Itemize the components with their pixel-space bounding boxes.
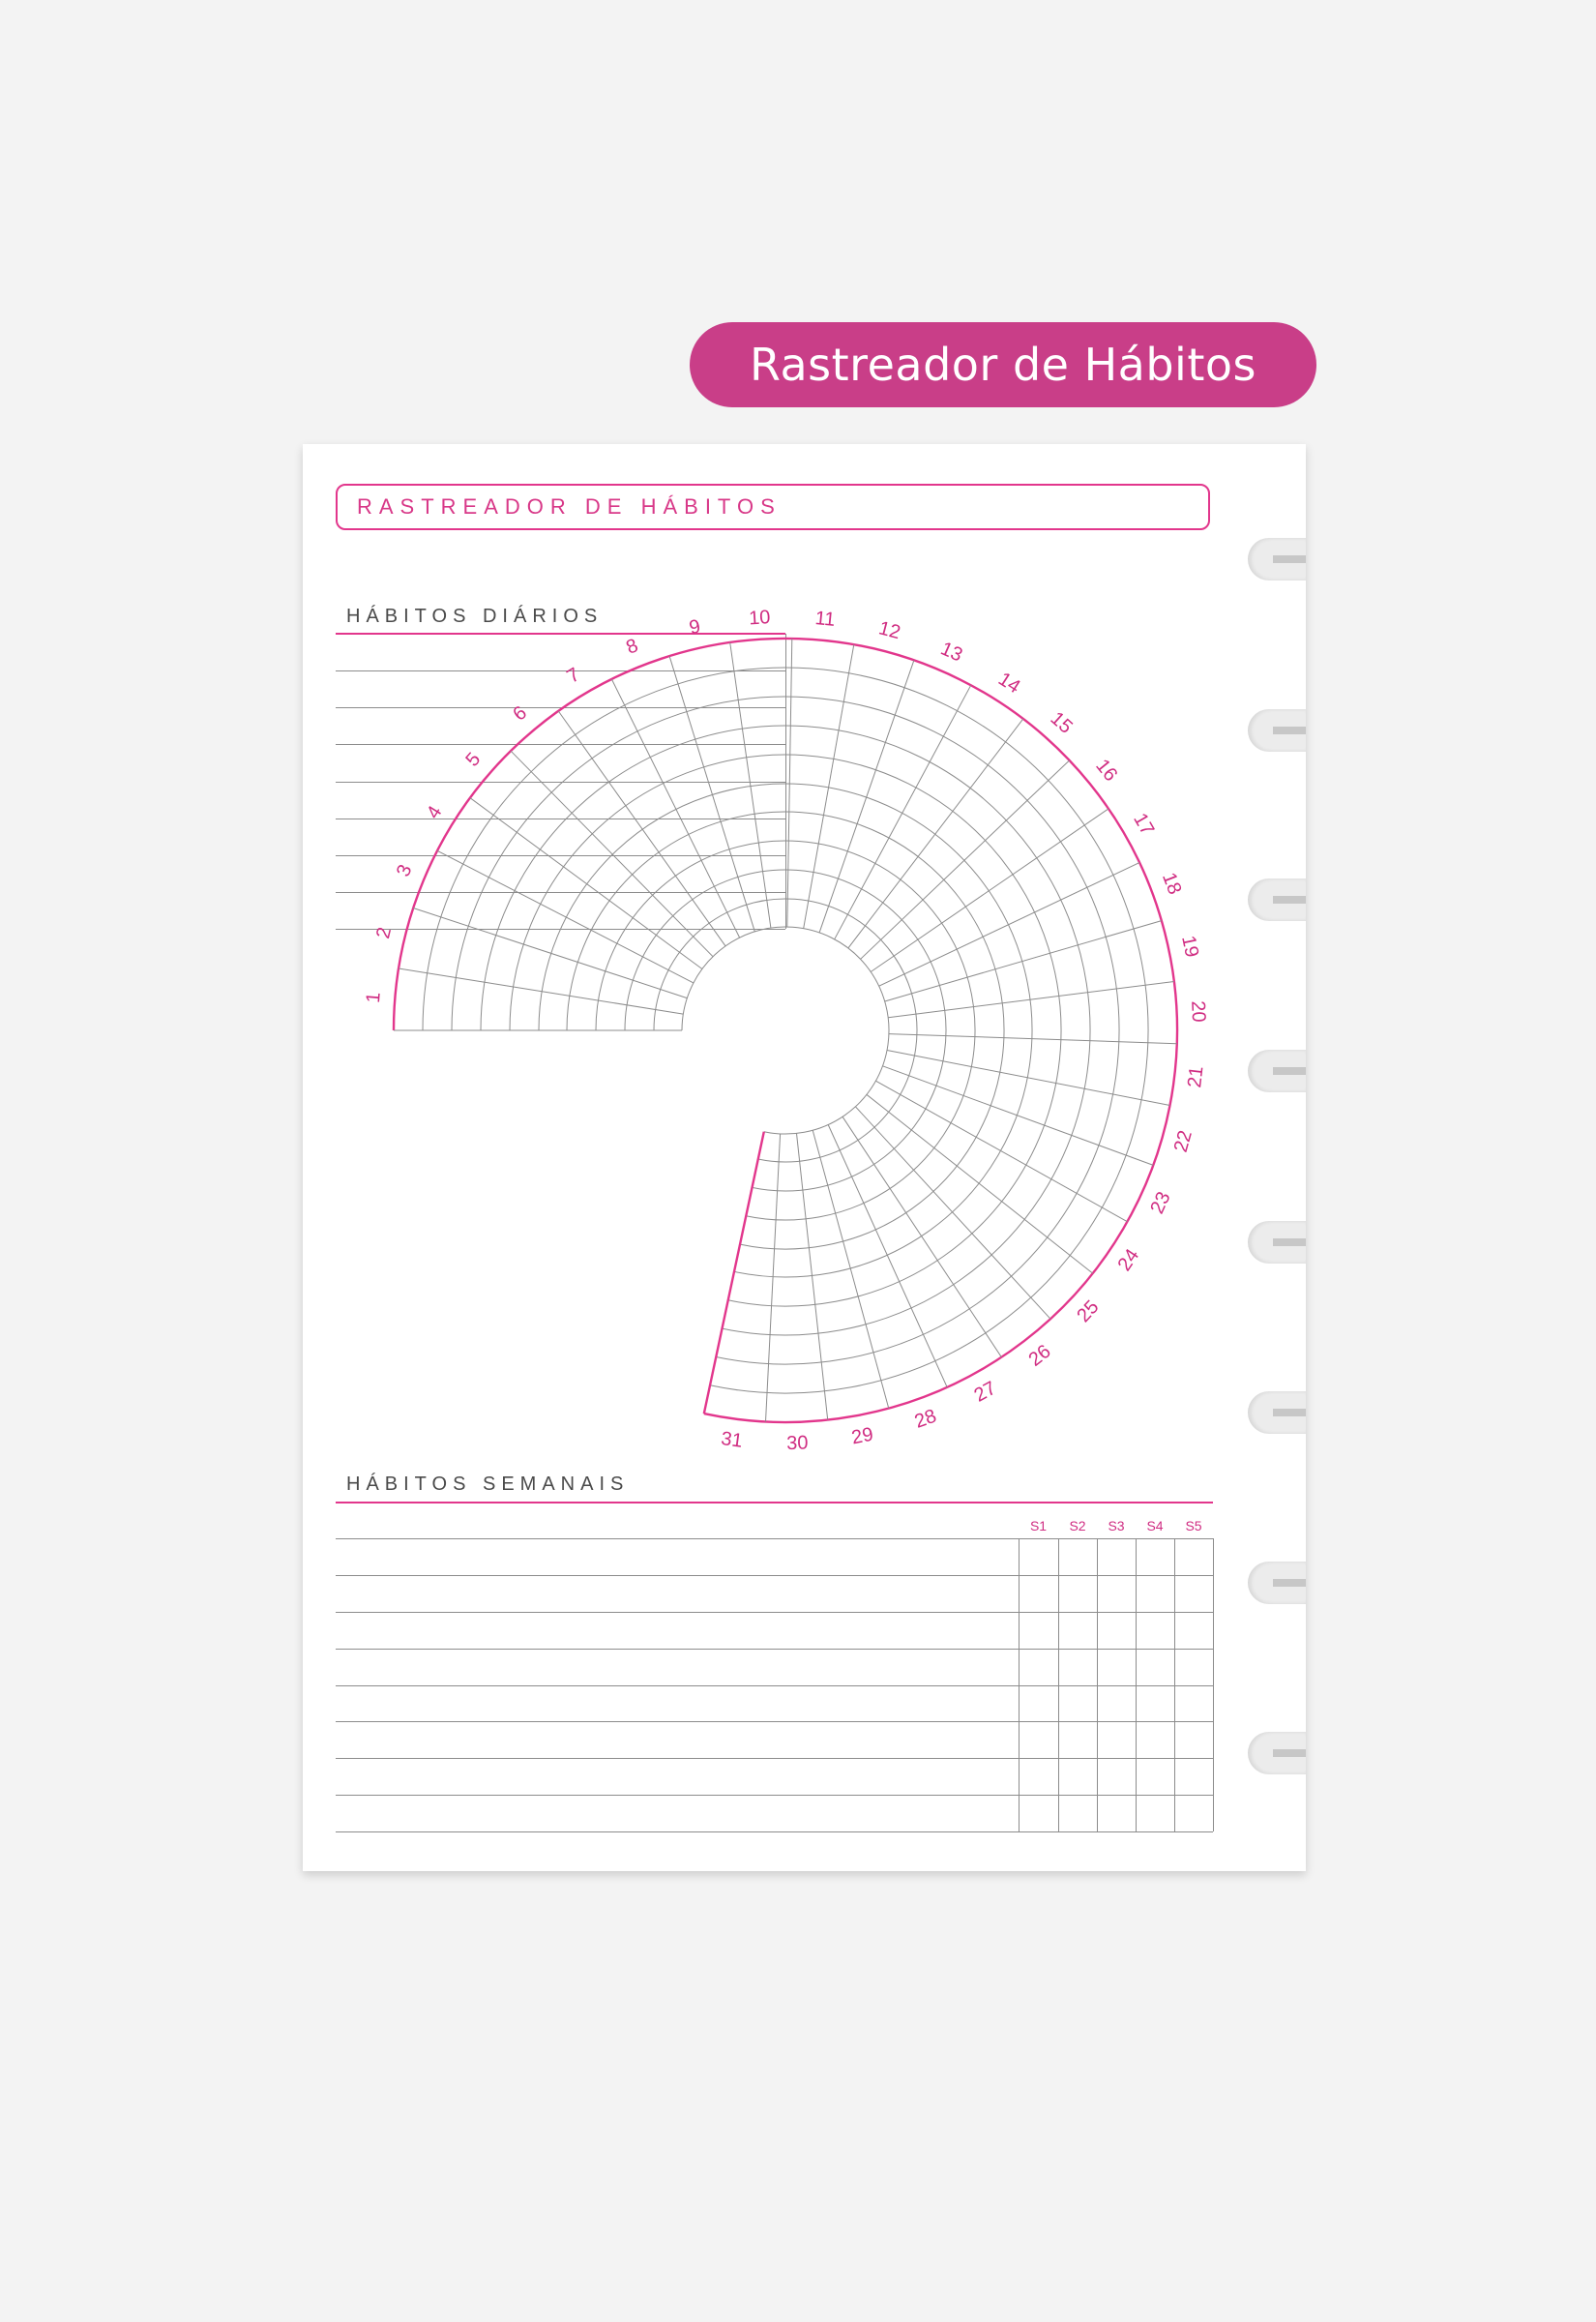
week-column-divider <box>1136 1538 1137 1831</box>
tracker-spoke <box>871 809 1108 972</box>
week-column-divider <box>1097 1538 1098 1831</box>
week-column-divider <box>1174 1538 1175 1831</box>
day-label: 14 <box>993 668 1024 699</box>
tracker-spoke <box>669 656 754 932</box>
day-label: 5 <box>461 748 486 771</box>
tracker-spoke <box>835 685 971 939</box>
weekly-habit-line[interactable] <box>336 1795 1213 1796</box>
weekly-habit-line[interactable] <box>336 1612 1213 1613</box>
banner-title: Rastreador de Hábitos <box>750 339 1256 391</box>
week-column-header: S1 <box>1029 1518 1048 1533</box>
tracker-spoke <box>511 751 713 957</box>
day-label: 25 <box>1073 1295 1104 1327</box>
day-label: 4 <box>422 802 447 823</box>
day-label: 9 <box>687 615 703 640</box>
day-label: 2 <box>372 925 397 941</box>
day-label: 28 <box>911 1405 940 1433</box>
day-label: 29 <box>849 1423 875 1449</box>
tracker-spoke <box>437 850 694 983</box>
day-label: 1 <box>362 991 385 1004</box>
tracker-spoke <box>470 798 702 969</box>
day-label: 8 <box>623 635 641 659</box>
tracker-spoke <box>766 1134 781 1422</box>
day-label: 21 <box>1184 1064 1208 1089</box>
day-label: 16 <box>1091 755 1122 786</box>
day-label: 3 <box>392 861 417 880</box>
tracker-ring <box>654 899 917 1162</box>
day-label: 26 <box>1024 1340 1055 1371</box>
day-label: 19 <box>1177 934 1203 960</box>
day-label: 10 <box>748 607 772 630</box>
tracker-spoke <box>855 1107 1050 1319</box>
day-label: 23 <box>1146 1188 1175 1218</box>
day-label: 7 <box>563 664 584 688</box>
tracker-spoke <box>399 968 683 1014</box>
tracker-spoke <box>867 1094 1093 1273</box>
week-column-divider <box>1213 1538 1214 1831</box>
week-column-header: S5 <box>1185 1518 1202 1533</box>
day-label: 30 <box>785 1432 809 1455</box>
day-label: 24 <box>1113 1245 1144 1275</box>
day-label: 15 <box>1046 707 1077 738</box>
day-label: 13 <box>937 638 966 667</box>
day-label: 6 <box>509 701 532 726</box>
tracker-ring <box>682 927 889 1134</box>
weekly-habits-label: HÁBITOS SEMANAIS <box>346 1474 630 1495</box>
weekly-habit-line[interactable] <box>336 1685 1213 1686</box>
day-label: 11 <box>813 608 837 631</box>
day-label: 18 <box>1157 869 1186 898</box>
day-label: 12 <box>876 617 903 644</box>
tracker-spoke <box>883 1066 1154 1166</box>
tracker-spoke <box>704 1132 764 1414</box>
weekly-habit-line[interactable] <box>336 1538 1213 1539</box>
tracker-spoke <box>889 1034 1177 1044</box>
weekly-habit-line[interactable] <box>336 1575 1213 1576</box>
tracker-spoke <box>887 1051 1170 1106</box>
daily-habits-label: HÁBITOS DIÁRIOS <box>346 606 604 627</box>
weekly-habit-line[interactable] <box>336 1721 1213 1722</box>
day-label: 31 <box>720 1428 745 1452</box>
weekly-habit-line[interactable] <box>336 1649 1213 1650</box>
week-column-header: S3 <box>1108 1518 1125 1533</box>
week-column-divider <box>1019 1538 1020 1831</box>
sheet-title: RASTREADOR DE HÁBITOS <box>357 494 782 519</box>
day-label: 17 <box>1129 809 1159 840</box>
week-column-header: S2 <box>1069 1518 1086 1533</box>
weekly-habits-rule <box>336 1502 1213 1503</box>
tracker-spoke <box>611 679 739 938</box>
tracker-spoke <box>413 908 687 998</box>
tracker-spoke <box>804 644 854 928</box>
week-column-header: S4 <box>1146 1518 1164 1533</box>
tracker-spoke <box>813 1130 889 1409</box>
day-label: 20 <box>1187 999 1210 1024</box>
tracker-spoke <box>787 639 792 927</box>
day-label: 27 <box>970 1377 1000 1407</box>
tracker-spoke <box>730 642 771 928</box>
tracker-spoke <box>885 921 1162 1001</box>
weekly-habit-line[interactable] <box>336 1831 1213 1832</box>
tracker-spoke <box>842 1116 1001 1357</box>
tracker-spoke <box>875 1081 1127 1222</box>
tracker-spoke <box>879 863 1139 987</box>
weekly-habit-line[interactable] <box>336 1758 1213 1759</box>
day-label: 22 <box>1169 1128 1197 1155</box>
tracker-spoke <box>848 719 1023 948</box>
week-column-divider <box>1058 1538 1059 1831</box>
